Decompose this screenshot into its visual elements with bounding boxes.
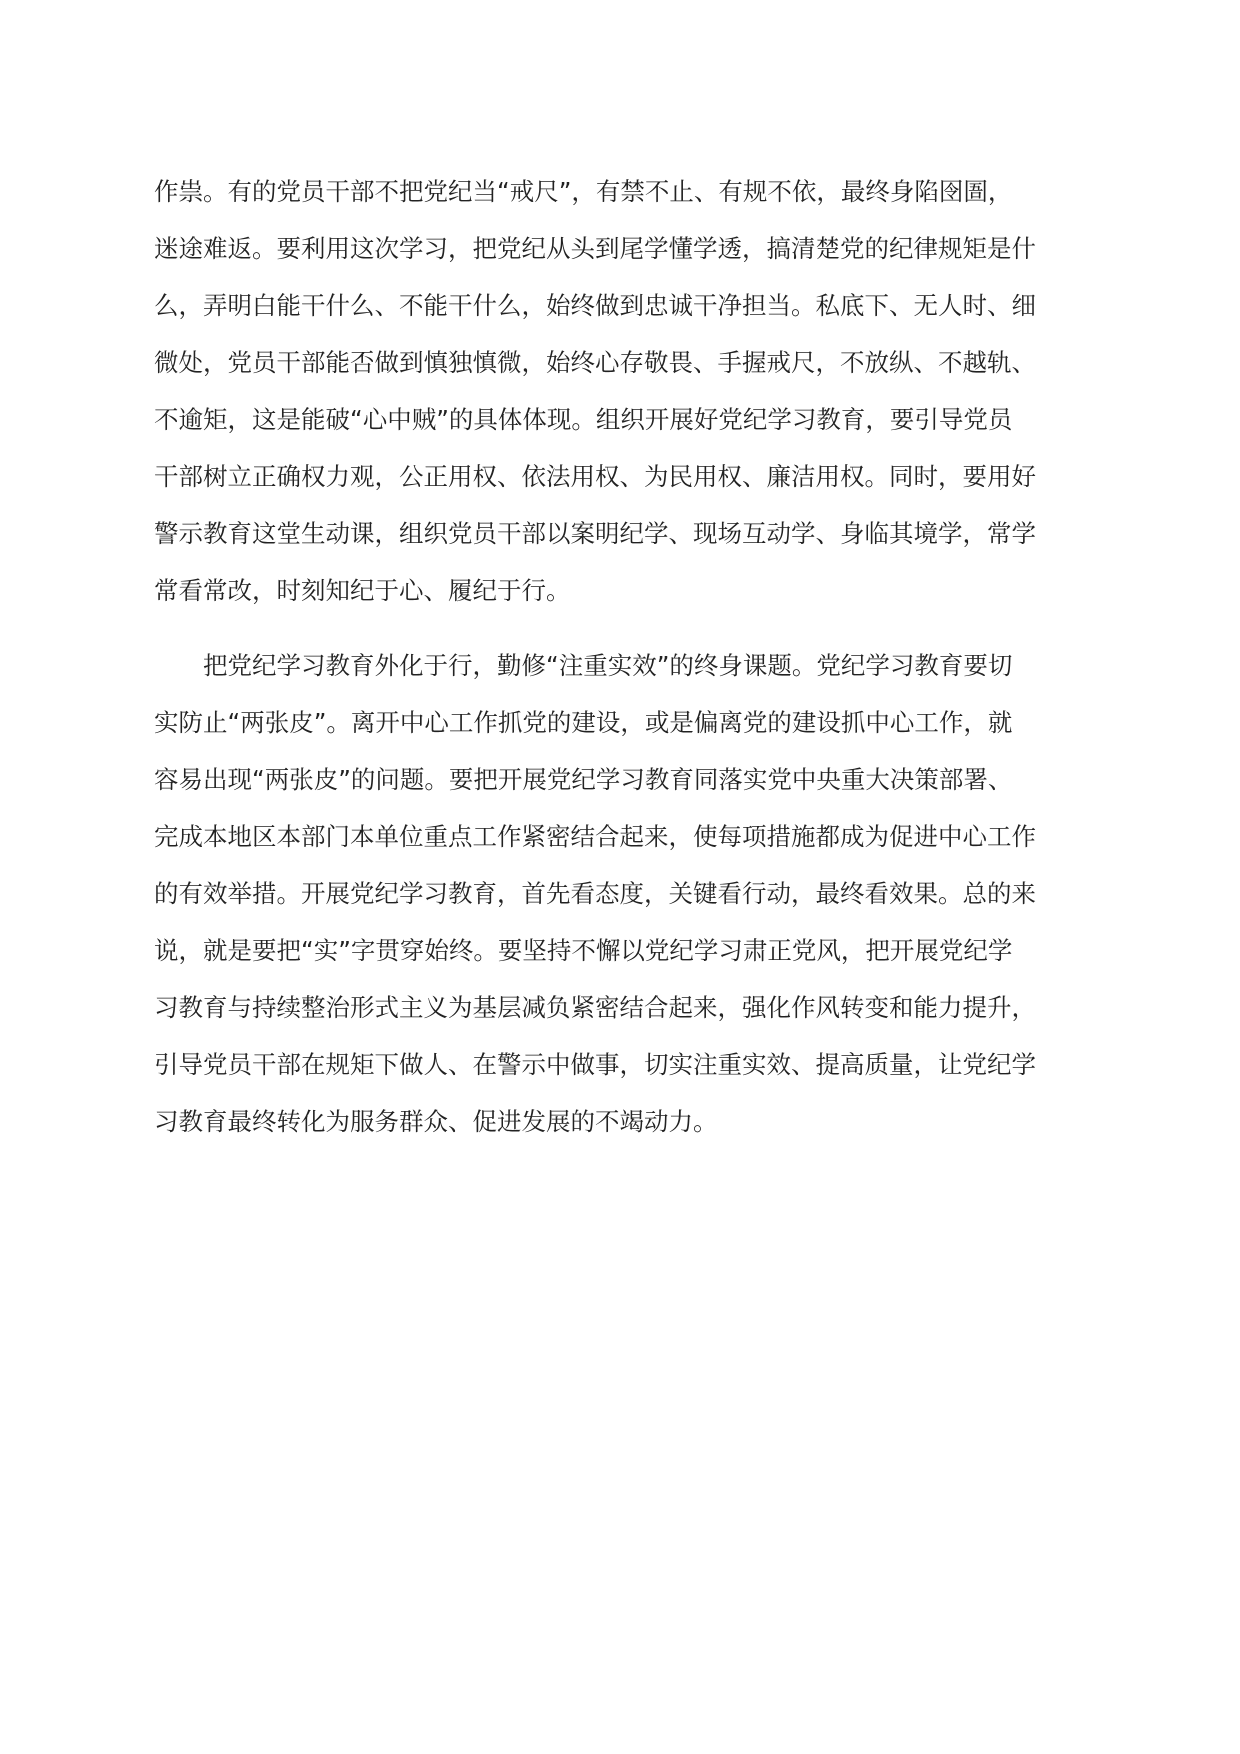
paragraph-line: 把党纪学习教育外化于行，勤修“注重实效”的终身课题。党纪学习教育要切 xyxy=(203,651,1013,680)
paragraph-line: 说，就是要把“实”字贯穿始终。要坚持不懈以党纪学习肃正党风，把开展党纪学 xyxy=(154,936,1013,965)
paragraph-line: 微处，党员干部能否做到慎独慎微，始终心存敬畏、手握戒尺，不放纵、不越轨、 xyxy=(154,348,1036,377)
paragraph-line: 作祟。有的党员干部不把党纪当“戒尺”，有禁不止、有规不依，最终身陷囹圄， xyxy=(154,177,1013,206)
paragraph-line: 常看常改，时刻知纪于心、履纪于行。 xyxy=(154,576,571,605)
paragraph-line: 么，弄明白能干什么、不能干什么，始终做到忠诚干净担当。私底下、无人时、细 xyxy=(154,291,1036,320)
paragraph-line: 习教育最终转化为服务群众、促进发展的不竭动力。 xyxy=(154,1107,718,1136)
paragraph-line: 容易出现“两张皮”的问题。要把开展党纪学习教育同落实党中央重大决策部署、 xyxy=(154,765,1013,794)
paragraph-line: 实防止“两张皮”。离开中心工作抓党的建设，或是偏离党的建设抓中心工作，就 xyxy=(154,708,1013,737)
paragraph-line: 引导党员干部在规矩下做人、在警示中做事，切实注重实效、提高质量，让党纪学 xyxy=(154,1050,1036,1079)
paragraph-line: 干部树立正确权力观，公正用权、依法用权、为民用权、廉洁用权。同时，要用好 xyxy=(154,462,1036,491)
paragraph-line: 不逾矩，这是能破“心中贼”的具体体现。组织开展好党纪学习教育，要引导党员 xyxy=(154,405,1013,434)
paragraph-line: 习教育与持续整治形式主义为基层减负紧密结合起来，强化作风转变和能力提升， xyxy=(154,993,1036,1022)
paragraph-line: 警示教育这堂生动课，组织党员干部以案明纪学、现场互动学、身临其境学，常学 xyxy=(154,519,1036,548)
paragraph-line: 的有效举措。开展党纪学习教育，首先看态度，关键看行动，最终看效果。总的来 xyxy=(154,879,1036,908)
paragraph-line: 迷途难返。要利用这次学习，把党纪从头到尾学懂学透，搞清楚党的纪律规矩是什 xyxy=(154,234,1036,263)
paragraph-line: 完成本地区本部门本单位重点工作紧密结合起来，使每项措施都成为促进中心工作 xyxy=(154,822,1036,851)
